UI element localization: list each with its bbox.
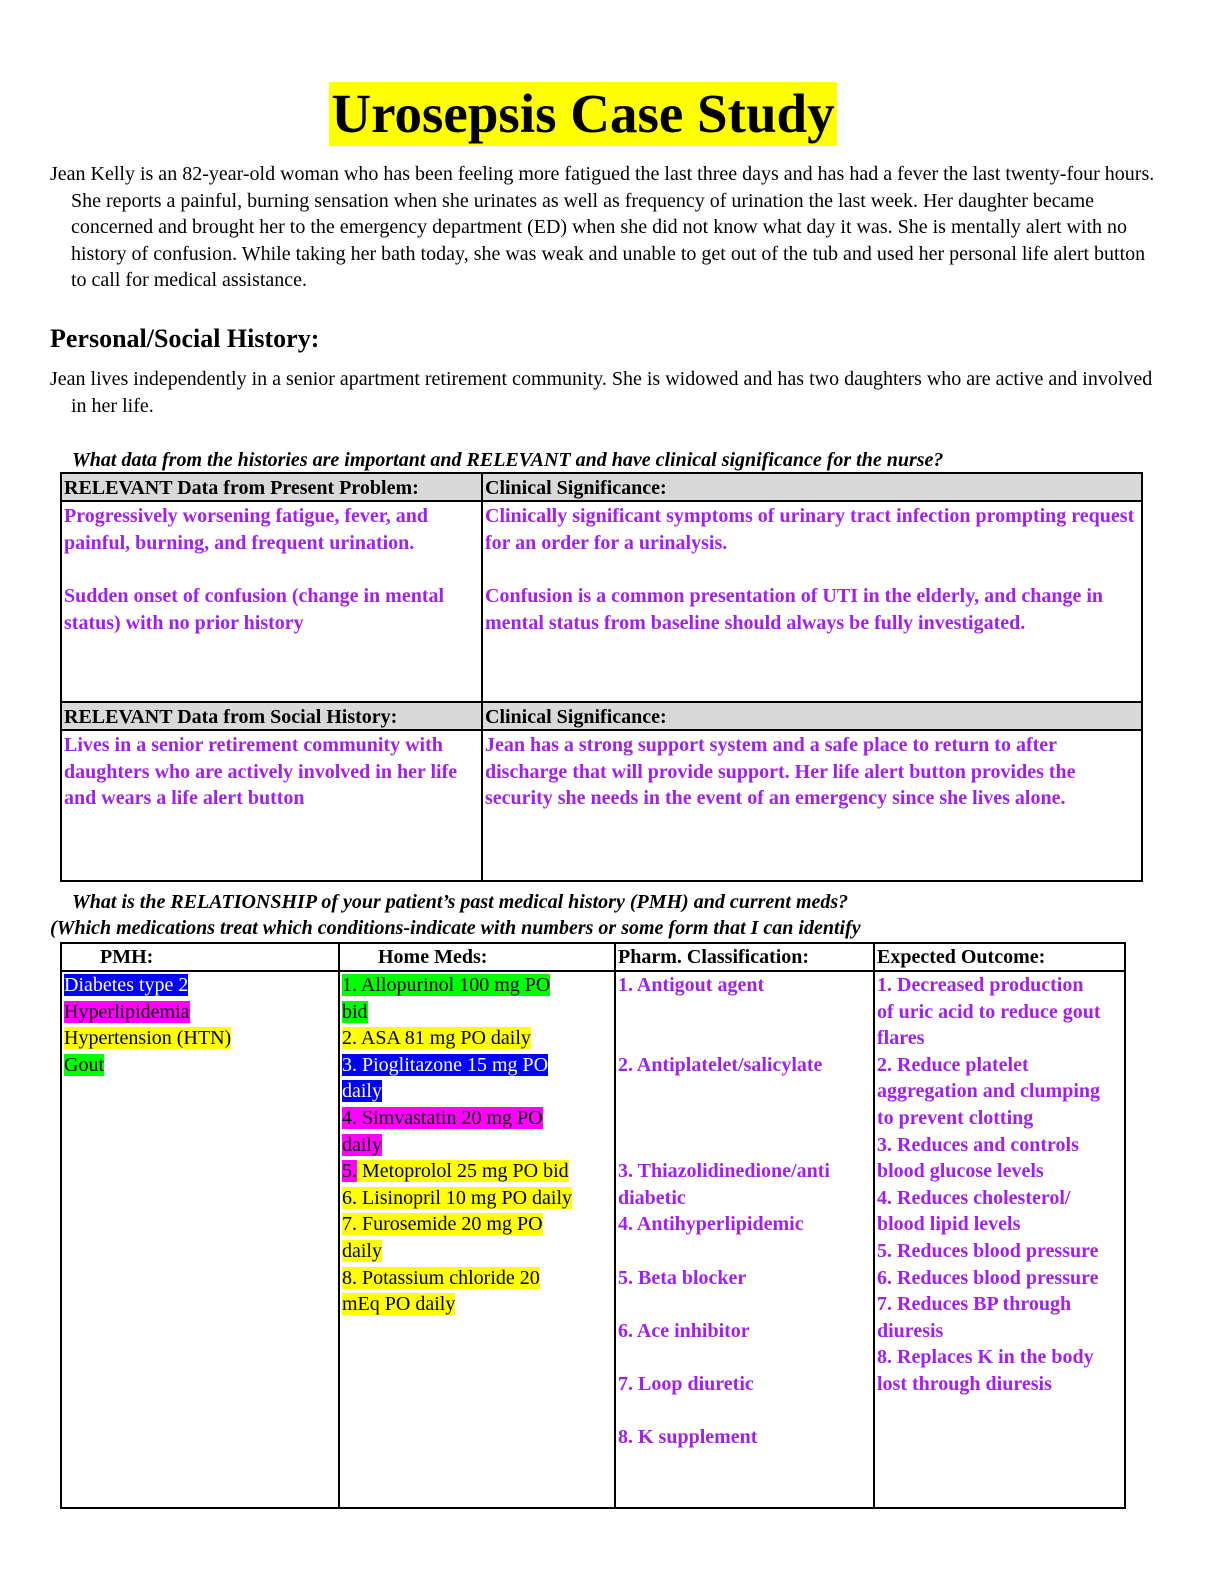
outcome-line: blood glucose levels (877, 1160, 1044, 1183)
med-furosemide: 7. Furosemide 20 mg PO (342, 1213, 543, 1236)
med-allopurinol-cont: bid (342, 1000, 368, 1023)
pharm-class-list (618, 972, 830, 1451)
med-metoprolol-number: 5. (342, 1160, 357, 1183)
present-significance-symptoms: Clinically significant symptoms of urinary tract infection prompting request for an order for a urinalysis. (485, 505, 1135, 554)
pmh-item-hyperlipidemia: Hyperlipidemia (64, 1000, 190, 1023)
question-instructions: (Which medications treat which conditions-indicate with numbers or some form that I can identify (50, 917, 861, 939)
outcome-line: blood lipid levels (877, 1213, 1021, 1236)
outcome-line: 7. Reduces BP through (877, 1293, 1072, 1316)
pharm-thiazolidinedione-cont: diabetic (618, 1186, 686, 1209)
med-pioglitazone: 3. Pioglitazone 15 mg PO (342, 1053, 549, 1076)
med-pioglitazone-cont: daily (342, 1080, 382, 1103)
social-significance-header: Clinical Significance: (485, 706, 667, 728)
table1-divider (481, 472, 483, 882)
pharm-thiazolidinedione: 3. Thiazolidinedione/anti (618, 1160, 830, 1183)
outcome-line: lost through diuresis (877, 1372, 1052, 1395)
pharm-beta-blocker: 5. Beta blocker (618, 1266, 747, 1289)
page-title: Urosepsis Case Study (331, 83, 835, 144)
med-furosemide-cont: daily (342, 1239, 382, 1262)
present-significance-header: Clinical Significance: (485, 477, 667, 499)
outcome-line: 2. Reduce platelet (877, 1053, 1029, 1076)
expected-outcome-header: Expected Outcome: (877, 946, 1046, 968)
outcome-line: flares (877, 1027, 925, 1050)
table2-divider (873, 942, 875, 1509)
outcome-line: 4. Reduces cholesterol/ (877, 1186, 1071, 1209)
pmh-item-hypertension: Hypertension (HTN) (64, 1027, 232, 1050)
intro-paragraph: Jean Kelly is an 82-year-old woman who has been feeling more fatigued the last three days and has had a fever the last twenty-four hours. She reports a painful, burning sensation when she urinates as well as frequency of urination the last week. Her daughter became concerned and brought her to the emergency department (ED) when she did not know what day it was. She is mentally alert with no history of confusion. While taking her bath today, she was weak and unable to get out of the tub and used her personal life alert button to call for medical assistance. (50, 163, 1155, 292)
med-potassium: 8. Potassium chloride 20 (342, 1266, 540, 1289)
pharm-ace-inhibitor: 6. Ace inhibitor (618, 1319, 750, 1342)
pharm-class-header: Pharm. Classification: (618, 946, 810, 968)
outcome-line: of uric acid to reduce gout (877, 1000, 1101, 1023)
social-history-heading: Personal/Social History: (50, 324, 320, 353)
med-asa: 2. ASA 81 mg PO daily (342, 1027, 531, 1050)
med-metoprolol: Metoprolol 25 mg PO bid (357, 1160, 569, 1183)
pharm-antigout: 1. Antigout agent (618, 974, 765, 996)
social-history-header: RELEVANT Data from Social History: (64, 706, 398, 728)
med-allopurinol: 1. Allopurinol 100 mg PO (342, 974, 551, 996)
table1-rule (60, 701, 1143, 703)
pharm-antihyperlipidemic: 4. Antihyperlipidemic (618, 1213, 804, 1236)
outcome-line: 8. Replaces K in the body (877, 1346, 1094, 1369)
present-data-symptoms: Progressively worsening fatigue, fever, and painful, burning, and frequent urination. (64, 505, 429, 554)
pmh-item-gout: Gout (64, 1053, 104, 1076)
outcome-line: 5. Reduces blood pressure (877, 1239, 1099, 1262)
pharm-antiplatelet: 2. Antiplatelet/salicylate (618, 1053, 823, 1076)
table2-divider (338, 942, 340, 1509)
med-lisinopril: 6. Lisinopril 10 mg PO daily (342, 1186, 572, 1209)
question-relationship: What is the RELATIONSHIP of your patient’s past medical history (PMH) and current meds? (72, 891, 849, 913)
home-meds-header: Home Meds: (378, 946, 488, 968)
present-data-confusion: Sudden onset of confusion (change in mental status) with no prior history (64, 585, 445, 634)
social-data: Lives in a senior retirement community with daughters who are actively involved in her life and wears a life alert button (64, 734, 458, 810)
med-simvastatin: 4. Simvastatin 20 mg PO (342, 1106, 543, 1129)
table2-divider (614, 942, 616, 1509)
outcome-line: 1. Decreased production (877, 974, 1084, 996)
question-relevant-data: What data from the histories are important and RELEVANT and have clinical significance for the nurse? (72, 449, 944, 471)
social-significance: Jean has a strong support system and a safe place to return to after discharge that will provide support. Her life alert button provides the security she needs in the event of an emergency since she lives alone. (485, 734, 1076, 810)
pharm-k-supplement: 8. K supplement (618, 1426, 758, 1449)
present-problem-header: RELEVANT Data from Present Problem: (64, 477, 419, 499)
social-history-paragraph: Jean lives independently in a senior apartment retirement community. She is widowed and has two daughters who are active and involved in her life. (50, 368, 1153, 417)
pmh-list (64, 972, 231, 1078)
outcome-line: aggregation and clumping (877, 1080, 1100, 1103)
home-meds-list (342, 972, 572, 1318)
outcome-line: to prevent clotting (877, 1106, 1034, 1129)
outcome-line: 6. Reduces blood pressure (877, 1266, 1099, 1289)
pmh-item-diabetes: Diabetes type 2 (64, 974, 189, 996)
pharm-loop-diuretic: 7. Loop diuretic (618, 1372, 754, 1395)
pmh-header: PMH: (100, 946, 154, 968)
expected-outcome-list (877, 972, 1101, 1398)
present-significance-confusion: Confusion is a common presentation of UTI in the elderly, and change in mental status from baseline should always be fully investigated. (485, 585, 1104, 634)
med-simvastatin-cont: daily (342, 1133, 382, 1156)
outcome-line: diuresis (877, 1319, 944, 1342)
title-wrapper (0, 82, 1166, 146)
outcome-line: 3. Reduces and controls (877, 1133, 1079, 1156)
med-potassium-cont: mEq PO daily (342, 1293, 456, 1316)
